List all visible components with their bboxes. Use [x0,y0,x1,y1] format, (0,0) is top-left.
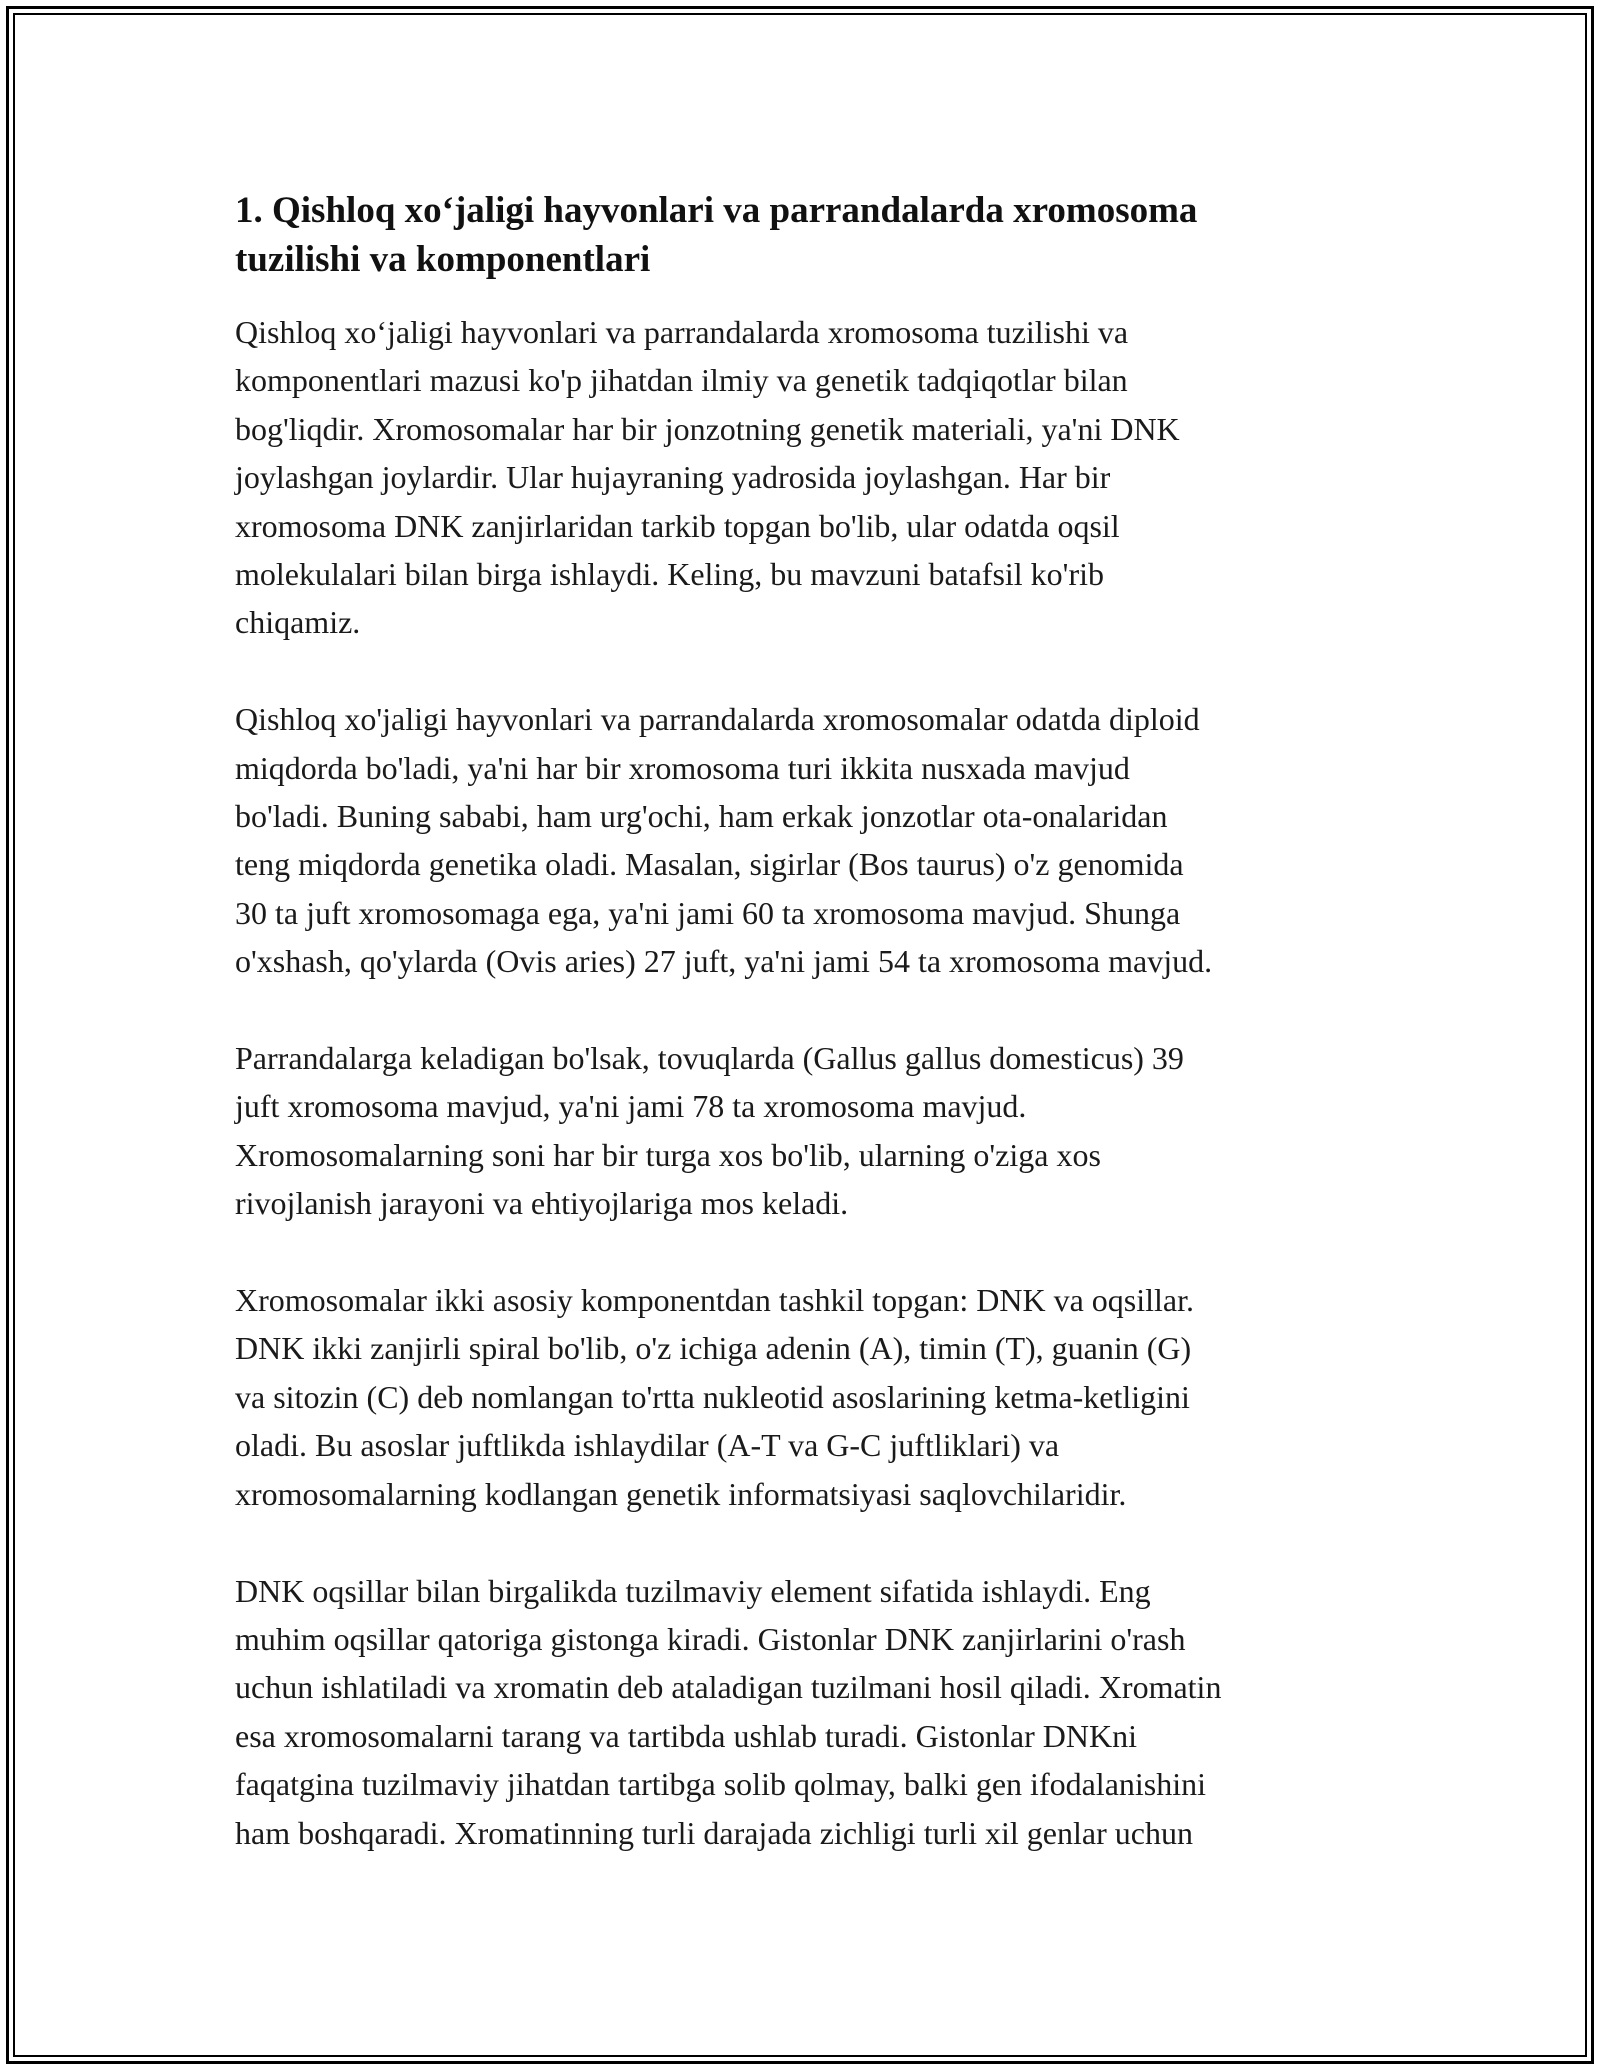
text-line: juft xromosoma mavjud, ya'ni jami 78 ta xromosoma mavjud. [235,1088,1027,1125]
text-line: faqatgina tuzilmaviy jihatdan tartibga solib qolmay, balki gen ifodalanishini [235,1766,1207,1803]
text-line: esa xromosomalarni tarang va tartibda ushlab turadi. Gistonlar DNKni [235,1717,1137,1754]
text-line: chiqamiz. [235,604,361,641]
text-line: Xromosomalarning soni har bir turga xos bo'lib, ularning o'ziga xos [235,1136,1101,1173]
text-line: xromosoma DNK zanjirlaridan tarkib topgan bo'lib, ular odatda oqsil [235,507,1120,544]
text-line: joylashgan joylardir. Ular hujayraning yadrosida joylashgan. Har bir [235,459,1111,496]
text-line: komponentlari mazusi ko'p jihatdan ilmiy va genetik tadqiqotlar bilan [235,362,1128,399]
text-line: bog'liqdir. Xromosomalar har bir jonzotning genetik materiali, ya'ni DNK [235,410,1180,447]
text-line: Xromosomalar ikki asosiy komponentdan tashkil topgan: DNK va oqsillar. [235,1282,1194,1319]
text-line: va sitozin (C) deb nomlangan to'rtta nukleotid asoslarining ketma-ketligini [235,1378,1190,1415]
text-line: Qishloq xo‘jaligi hayvonlari va parrandalarda xromosoma tuzilishi va [235,314,1129,350]
paragraph-intro [235,308,1375,647]
text-line: ham boshqaradi. Xromatinning turli darajada zichligi turli xil genlar uchun [235,1814,1193,1851]
text-line: DNK oqsillar bilan birgalikda tuzilmaviy element sifatida ishlaydi. Eng [235,1572,1151,1609]
paragraph-poultry [235,1034,1375,1228]
paragraph-diploid [235,695,1375,985]
text-line: miqdorda bo'ladi, ya'ni har bir xromosoma turi ikkita nusxada mavjud [235,749,1130,786]
heading-line: 1. Qishloq xo‘jaligi hayvonlari va parrandalarda xromosoma [235,190,1198,231]
text-line: rivojlanish jarayoni va ehtiyojlariga mos keladi. [235,1185,849,1222]
section-heading [235,186,1375,284]
heading-line: tuzilishi va komponentlari [235,239,651,280]
text-line: bo'ladi. Buning sababi, ham urg'ochi, ham erkak jonzotlar ota-onalaridan [235,798,1168,835]
text-line: uchun ishlatiladi va xromatin deb ataladigan tuzilmani hosil qiladi. Xromatin [235,1669,1222,1706]
paragraph-histones [235,1567,1375,1857]
text-line: xromosomalarning kodlangan genetik informatsiyasi saqlovchilaridir. [235,1475,1127,1512]
text-line: muhim oqsillar qatoriga gistonga kiradi. Gistonlar DNK zanjirlarini o'rash [235,1620,1186,1657]
text-line: molekulalari bilan birga ishlaydi. Keling, bu mavzuni batafsil ko'rib [235,556,1104,593]
text-line: oladi. Bu asoslar juftlikda ishlaydilar (A-T va G-C juftliklari) va [235,1427,1060,1464]
document-body [235,186,1375,1857]
text-line: 30 ta juft xromosomaga ega, ya'ni jami 60 ta xromosoma mavjud. Shunga [235,894,1181,931]
text-line: teng miqdorda genetika oladi. Masalan, sigirlar (Bos taurus) o'z genomida [235,846,1184,883]
paragraph-components [235,1276,1375,1518]
text-line: Qishloq xo'jaligi hayvonlari va parrandalarda xromosomalar odatda diploid [235,701,1200,738]
text-line: DNK ikki zanjirli spiral bo'lib, o'z ichiga adenin (A), timin (T), guanin (G) [235,1330,1192,1367]
text-line: o'xshash, qo'ylarda (Ovis aries) 27 juft, ya'ni jami 54 ta xromosoma mavjud. [235,943,1213,980]
text-line: Parrandalarga keladigan bo'lsak, tovuqlarda (Gallus gallus domesticus) 39 [235,1040,1184,1077]
